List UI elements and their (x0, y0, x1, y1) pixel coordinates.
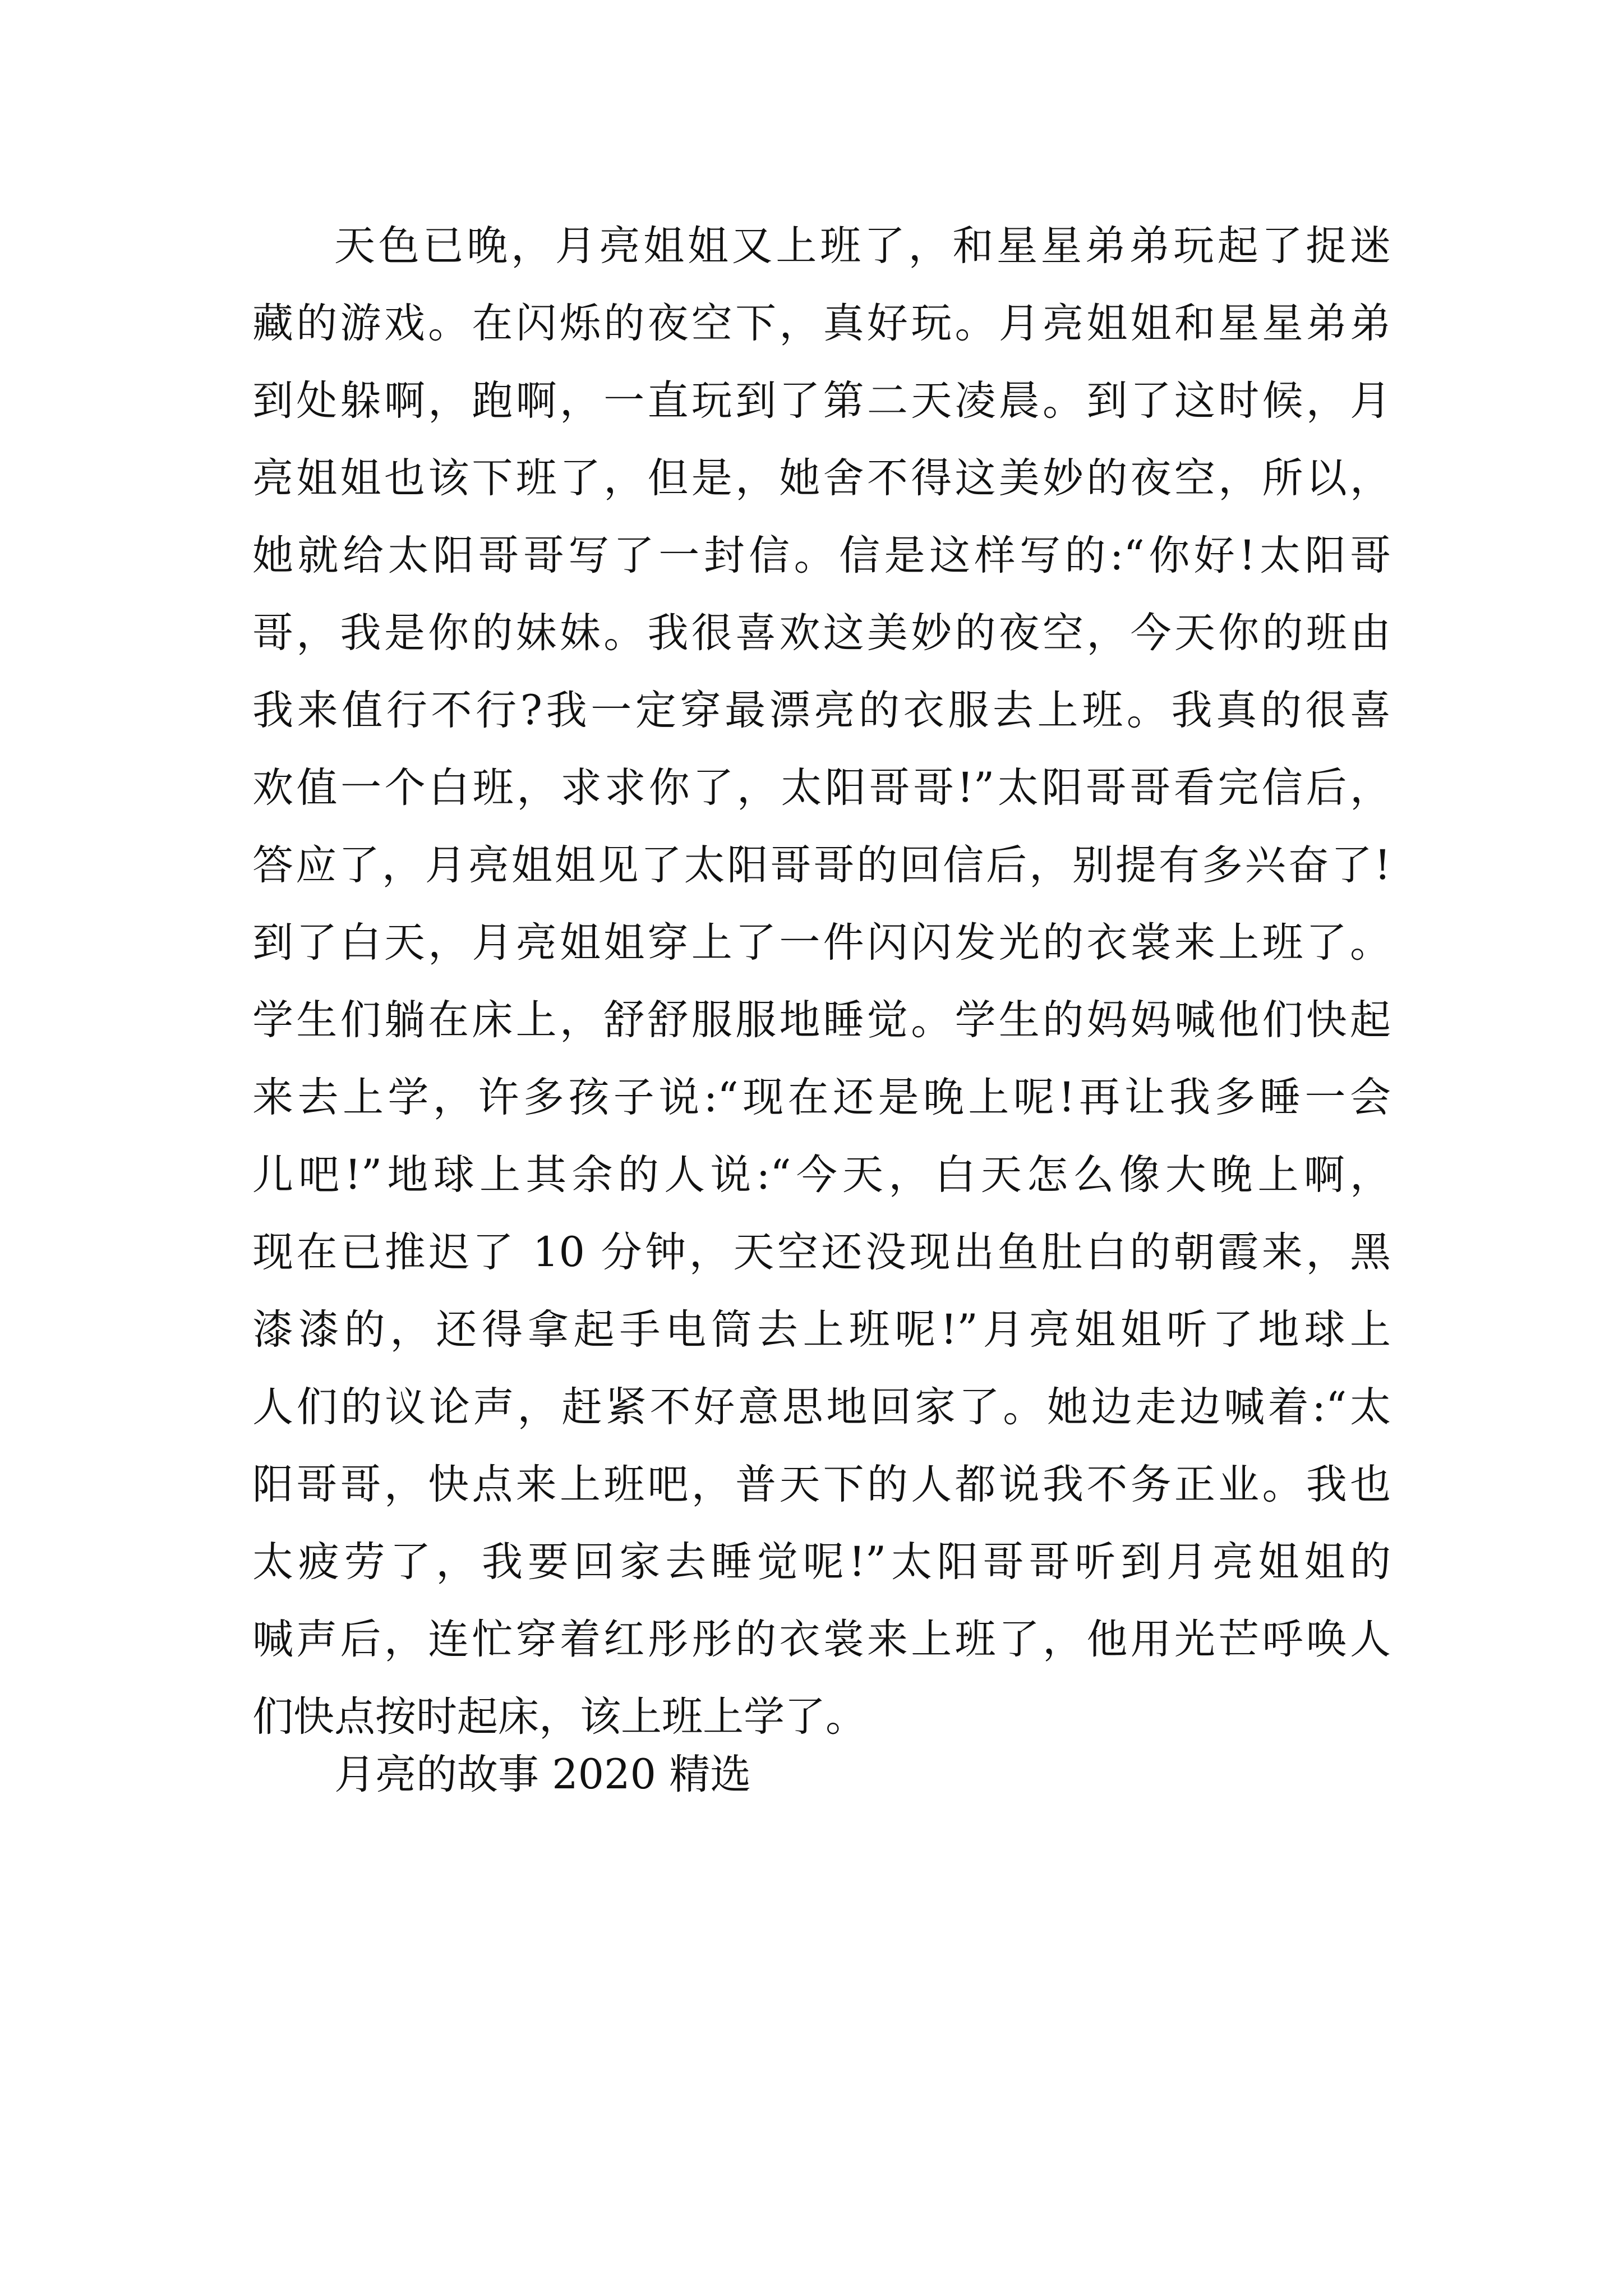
paragraph-line: 到了白天，月亮姐姐穿上了一件闪闪发光的衣裳来上班了。 (252, 919, 1391, 967)
paragraph-line: 到处躲啊，跑啊，一直玩到了第二天凌晨。到了这时候，月 (252, 377, 1391, 425)
paragraph-line: 天色已晚，月亮姐姐又上班了，和星星弟弟玩起了捉迷 (334, 222, 1391, 270)
paragraph-line: 儿吧!”地球上其余的人说:“今天，白天怎么像大晚上啊， (252, 1151, 1391, 1199)
story-paragraph (252, 208, 1391, 1756)
paragraph-line: 喊声后，连忙穿着红彤彤的衣裳来上班了，他用光芒呼唤人 (252, 1616, 1391, 1663)
paragraph-line: 们快点按时起床，该上班上学了。 (252, 1693, 866, 1741)
story-caption: 月亮的故事 2020 精选 (334, 1751, 751, 1798)
paragraph-line: 太疲劳了，我要回家去睡觉呢!”太阳哥哥听到月亮姐姐的 (252, 1538, 1391, 1586)
paragraph-line: 人们的议论声，赶紧不好意思地回家了。她边走边喊着:“太 (252, 1383, 1391, 1431)
paragraph-line: 她就给太阳哥哥写了一封信。信是这样写的:“你好!太阳哥 (252, 532, 1391, 579)
paragraph-line: 藏的游戏。在闪烁的夜空下，真好玩。月亮姐姐和星星弟弟 (252, 300, 1391, 347)
paragraph-line: 学生们躺在床上，舒舒服服地睡觉。学生的妈妈喊他们快起 (252, 996, 1391, 1044)
paragraph-line: 漆漆的，还得拿起手电筒去上班呢!”月亮姐姐听了地球上 (252, 1306, 1391, 1354)
paragraph-line: 欢值一个白班，求求你了，太阳哥哥!”太阳哥哥看完信后， (252, 764, 1391, 812)
paragraph-line: 我来值行不行?我一定穿最漂亮的衣服去上班。我真的很喜 (252, 687, 1391, 734)
paragraph-line: 来去上学，许多孩子说:“现在还是晚上呢!再让我多睡一会 (252, 1074, 1391, 1121)
paragraph-line: 亮姐姐也该下班了，但是，她舍不得这美妙的夜空，所以， (252, 454, 1391, 502)
paragraph-line: 现在已推迟了 10 分钟，天空还没现出鱼肚白的朝霞来，黑 (252, 1228, 1391, 1276)
paragraph-line: 答应了，月亮姐姐见了太阳哥哥的回信后，别提有多兴奋了! (252, 841, 1391, 889)
paragraph-line: 哥，我是你的妹妹。我很喜欢这美妙的夜空，今天你的班由 (252, 609, 1391, 657)
paragraph-line: 阳哥哥，快点来上班吧，普天下的人都说我不务正业。我也 (252, 1461, 1391, 1508)
